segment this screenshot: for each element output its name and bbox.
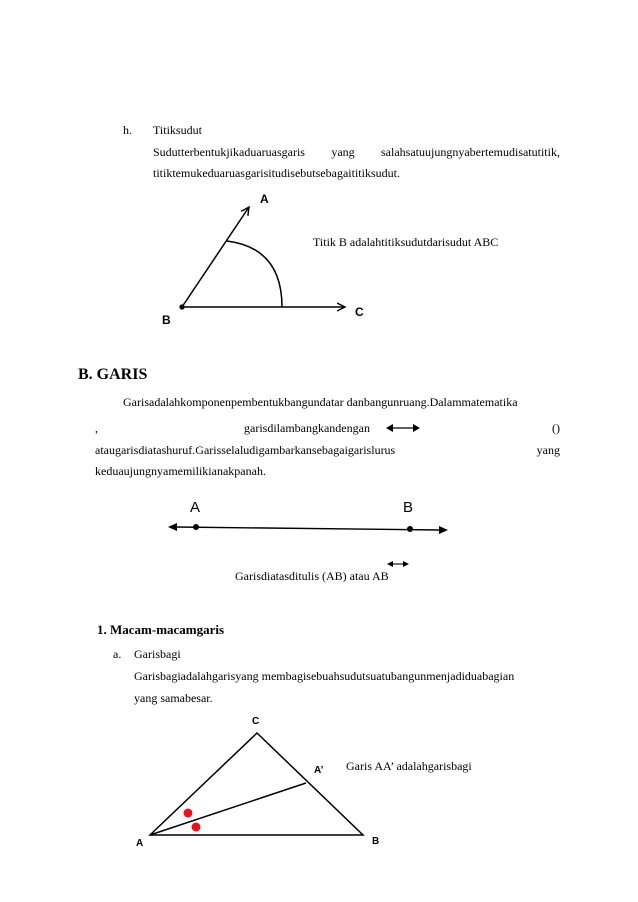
garis-para-line2-parens: (): [552, 421, 560, 435]
item-a-line1: Garisbagiadalahgarisyang membagisebuahsudutsuatubangunmenjadiduabagian: [134, 669, 515, 683]
item-a-title: Garisbagi: [134, 647, 181, 661]
item-h-title: Titiksudut: [153, 123, 202, 137]
triangle-abc: [150, 733, 363, 835]
item-h-line1-word-2: yang: [331, 145, 355, 159]
garis-para-line1: Garisadalahkomponenpembentukbangundatar danbangunruang.Dalammatematika: [123, 395, 518, 409]
triangle-label-c: C: [252, 716, 260, 727]
garis-para-line4: keduaujungnyamemilikianakpanah.: [95, 464, 266, 478]
item-a-line2: yang samabesar.: [134, 691, 213, 705]
line-caption: Garisdiatasditulis (AB) atau AB: [235, 569, 389, 583]
section-heading-garis: B. GARIS: [78, 366, 148, 383]
angle-label-c: C: [355, 305, 364, 319]
item-h-marker: h.: [123, 123, 132, 137]
triangle-label-a-prime: A’: [314, 765, 324, 776]
triangle-label-b: B: [372, 836, 380, 847]
garis-para-line2-text: garisdilambangkandengan: [244, 421, 370, 435]
subsection-heading-macam-garis: 1. Macam-macamgaris: [97, 622, 225, 637]
triangle-label-a: A: [136, 838, 144, 849]
angle-caption: Titik B adalahtitiksudutdarisudut ABC: [313, 235, 499, 249]
triangle-caption: Garis AA’ adalahgarisbagi: [346, 759, 472, 773]
angle-marker-upper: [184, 809, 193, 818]
item-h-line2: titiktemukeduaruasgarisitudisebutsebagaititiksudut.: [153, 166, 400, 180]
angle-label-b: B: [162, 313, 171, 327]
line-label-a: A: [190, 499, 201, 516]
garis-para-line2-comma: ,: [95, 421, 98, 435]
item-h-line1-word-3: salahsatuujungnyabertemudisatutitik,: [381, 145, 560, 159]
bisector-aa: [150, 783, 306, 835]
garis-para-line3-text: ataugarisdiatashuruf.Garisselaludigambarkansebagaigarislurus: [95, 443, 396, 457]
line-label-b: B: [403, 499, 414, 516]
item-a-marker: a.: [113, 647, 122, 661]
garis-para-line3-yang: yang: [536, 443, 560, 457]
angle-marker-lower: [192, 823, 201, 832]
angle-label-a: A: [260, 192, 269, 206]
item-h-line1-word-1: Sudutterbentukjikaduaruasgaris: [153, 145, 305, 159]
